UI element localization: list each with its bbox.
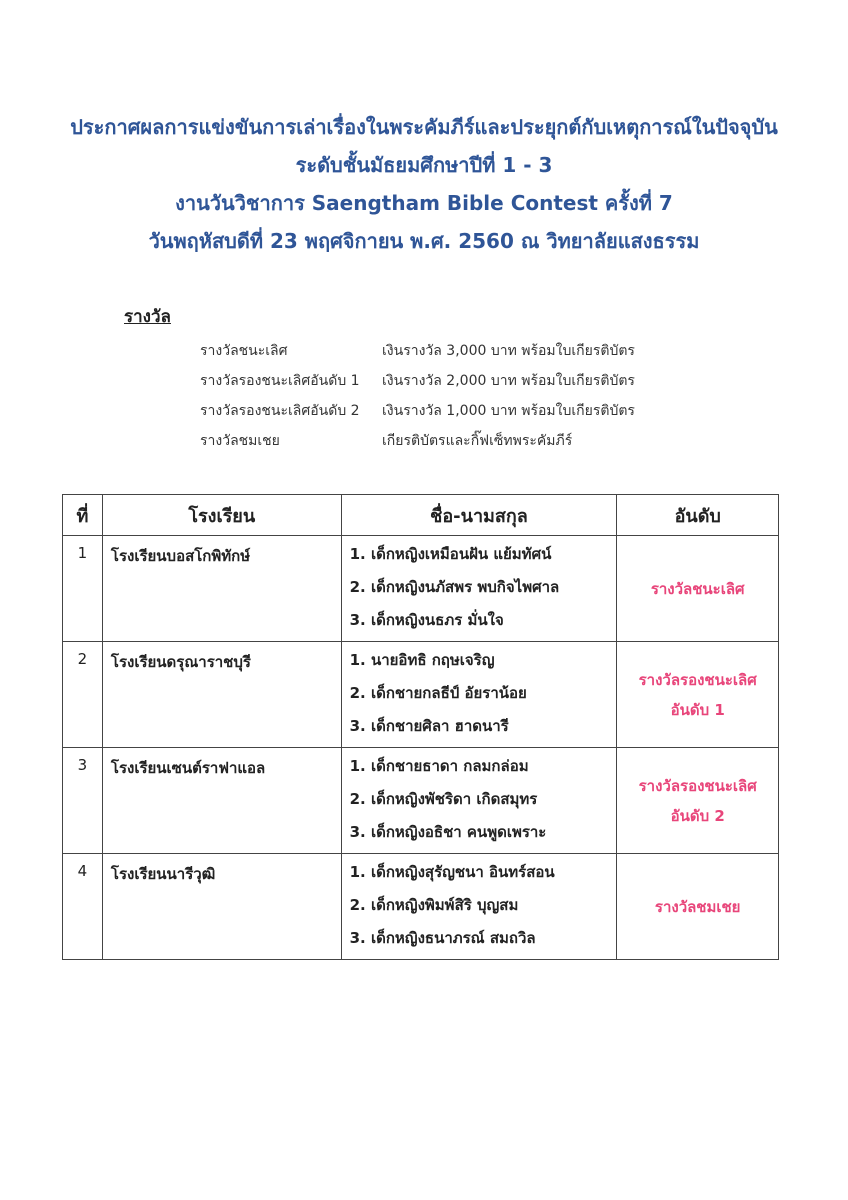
- rank-label: รางวัลรองชนะเลิศ: [638, 670, 757, 689]
- member-name: 3. เด็กหญิงนธภร มั่นใจ: [349, 611, 504, 629]
- header-title-line: ประกาศผลการแข่งขันการเล่าเรื่องในพระคัมภีร์และประยุกต์กับเหตุการณ์ในปัจจุบัน: [70, 115, 778, 139]
- row-number: 1: [63, 536, 103, 642]
- member-name: 1. นายอิทธิ กฤษเจริญ: [349, 651, 495, 669]
- member-name: 3. เด็กชายศิลา ฮาดนารี: [349, 717, 509, 735]
- rank-order: อันดับ 2: [670, 806, 725, 825]
- award-item: [200, 336, 635, 366]
- award-item: [200, 426, 635, 456]
- rank-cell: [617, 536, 779, 642]
- member-name: 2. เด็กชายกลธีป์ อัยราน้อย: [349, 684, 527, 702]
- member-name: 3. เด็กหญิงอธิชา คนพูดเพราะ: [349, 823, 547, 841]
- awards-title: รางวัล: [124, 307, 171, 327]
- header-names: ชื่อ-นามสกุล: [341, 495, 617, 536]
- rank-cell: [617, 854, 779, 960]
- header-rank: อันดับ: [617, 495, 779, 536]
- award-item: [200, 396, 635, 426]
- school-name: โรงเรียนบอสโกพิทักษ์: [102, 536, 341, 642]
- member-name: 1. เด็กหญิงสุรัญชนา อินทร์สอน: [349, 863, 555, 881]
- award-prize: เกียรติบัตรและกิ๊ฟเซ็ทพระคัมภีร์: [382, 433, 573, 449]
- header-no: ที่: [63, 495, 103, 536]
- member-name: 1. เด็กหญิงเหมือนฝัน แย้มทัศน์: [349, 545, 552, 563]
- header-event-line: งานวันวิชาการ Saengtham Bible Contest ครั้งที่ 7: [175, 191, 673, 215]
- row-number: 4: [63, 854, 103, 960]
- award-name: รางวัลชมเชย: [200, 433, 280, 449]
- award-name: รางวัลรองชนะเลิศอันดับ 1: [200, 373, 360, 389]
- row-number: 3: [63, 748, 103, 854]
- member-name: 2. เด็กหญิงพิมพ์สิริ บุญสม: [349, 896, 519, 914]
- table-row: [63, 854, 779, 960]
- award-name: รางวัลชนะเลิศ: [200, 343, 288, 359]
- member-name: 2. เด็กหญิงพัชริดา เกิดสมุทร: [349, 790, 538, 808]
- table-row: [63, 642, 779, 748]
- rank-label: รางวัลชมเชย: [654, 897, 741, 916]
- header-school: โรงเรียน: [102, 495, 341, 536]
- school-name: โรงเรียนนารีวุฒิ: [102, 854, 341, 960]
- member-list: [341, 642, 617, 748]
- member-list: [341, 748, 617, 854]
- rank-cell: [617, 748, 779, 854]
- member-name: 2. เด็กหญิงนภัสพร พบกิจไพศาล: [349, 578, 560, 596]
- member-name: 1. เด็กชายธาดา กลมกล่อม: [349, 757, 529, 775]
- rank-order: อันดับ 1: [670, 700, 725, 719]
- table-header-row: [63, 495, 779, 536]
- table-row: [63, 748, 779, 854]
- school-name: โรงเรียนดรุณาราชบุรี: [102, 642, 341, 748]
- header-level-line: ระดับชั้นมัธยมศึกษาปีที่ 1 - 3: [295, 153, 553, 177]
- row-number: 2: [63, 642, 103, 748]
- rank-label: รางวัลรองชนะเลิศ: [638, 776, 757, 795]
- member-name: 3. เด็กหญิงธนาภรณ์ สมถวิล: [349, 929, 536, 947]
- announcement-header: [40, 108, 808, 260]
- member-list: [341, 536, 617, 642]
- award-item: [200, 366, 635, 396]
- award-prize: เงินรางวัล 1,000 บาท พร้อมใบเกียรติบัตร: [382, 403, 635, 419]
- award-prize: เงินรางวัล 2,000 บาท พร้อมใบเกียรติบัตร: [382, 373, 635, 389]
- award-name: รางวัลรองชนะเลิศอันดับ 2: [200, 403, 360, 419]
- member-list: [341, 854, 617, 960]
- award-prize: เงินรางวัล 3,000 บาท พร้อมใบเกียรติบัตร: [382, 343, 635, 359]
- results-table: [62, 494, 779, 960]
- rank-label: รางวัลชนะเลิศ: [650, 579, 745, 598]
- awards-list: [200, 336, 635, 456]
- table-row: [63, 536, 779, 642]
- header-date-line: วันพฤหัสบดีที่ 23 พฤศจิกายน พ.ศ. 2560 ณ วิทยาลัยแสงธรรม: [148, 229, 700, 253]
- rank-cell: [617, 642, 779, 748]
- school-name: โรงเรียนเซนต์ราฟาแอล: [102, 748, 341, 854]
